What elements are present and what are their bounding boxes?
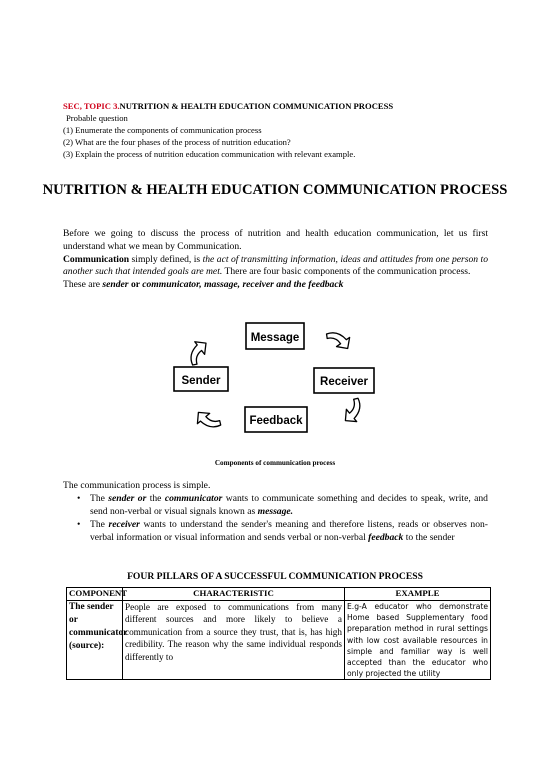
component-or: or xyxy=(128,279,143,291)
definition-lead: simply defined, is xyxy=(129,253,203,265)
section-topic-header xyxy=(63,101,393,111)
process-bullets xyxy=(63,493,488,545)
diagram-caption: Components of communication process xyxy=(214,459,336,467)
intro-sentence: Before we going to discuss the process of nutrition and health education communication, let us first understand what we mean by Communication. xyxy=(63,228,488,252)
probable-question-label: Probable question xyxy=(66,113,128,123)
communication-term: Communication xyxy=(63,253,130,265)
b1-sender: sender or xyxy=(108,492,147,504)
topic-number: SEC, TOPIC 3. xyxy=(63,101,120,111)
cell-component: The sender or communicator (source): xyxy=(67,601,123,680)
process-section xyxy=(63,480,488,546)
b1-message: message. xyxy=(257,505,294,517)
arrow-message-to-receiver-icon xyxy=(325,324,354,355)
b1-communicator: communicator xyxy=(164,492,223,504)
sender-label: Sender xyxy=(181,375,221,387)
page-title: NUTRITION & HEALTH EDUCATION COMMUNICATION PROCESS xyxy=(42,182,508,198)
question-1: (1) Enumerate the components of communication process xyxy=(63,125,262,135)
b2-feedback: feedback xyxy=(368,532,404,544)
receiver-label: Receiver xyxy=(320,376,368,388)
b2-receiver: receiver xyxy=(108,519,140,531)
intro-paragraph xyxy=(63,228,488,292)
communication-process-diagram xyxy=(160,314,390,444)
column-header-example: EXAMPLE xyxy=(345,588,491,601)
arrow-feedback-to-sender-icon xyxy=(192,405,222,436)
b2-text-b: wants to understand the sender's meaning and therefore listens, reads or observes non-verbal information or visual information and sends verbal or non-verbal xyxy=(90,519,488,544)
pillars-title: FOUR PILLARS OF A SUCCESSFUL COMMUNICATION PROCESS xyxy=(127,571,423,582)
arrow-receiver-to-feedback-icon xyxy=(338,397,369,427)
b2-text-c: to the sender xyxy=(403,532,455,544)
pillars-table xyxy=(66,587,491,680)
b1-text-a: The xyxy=(90,492,109,504)
column-header-component: COMPONENT xyxy=(67,588,123,601)
question-3: (3) Explain the process of nutrition education communication with relevant example. xyxy=(63,149,356,159)
arrow-sender-to-message-icon xyxy=(182,337,213,367)
message-label: Message xyxy=(250,332,300,344)
component-sender: sender xyxy=(102,279,129,291)
b1-text-c: wants to communicate something and decides to speak, write, and send non-verbal or visual signals known as xyxy=(90,492,488,517)
bullet-receiver xyxy=(63,519,488,545)
process-lead: The communication process is simple. xyxy=(63,480,211,491)
components-lead: These are xyxy=(63,279,103,291)
topic-title: NUTRITION & HEALTH EDUCATION COMMUNICATION PROCESS xyxy=(119,101,394,111)
table-row xyxy=(67,601,491,680)
table-header-row xyxy=(67,588,491,601)
b1-text-b: the xyxy=(146,492,165,504)
bullet-dot-icon: • xyxy=(77,492,81,504)
communication-definition: the act of transmitting information, ideas and attitudes from one person to another such that intended goals are met. xyxy=(63,253,488,278)
b2-text-a: The xyxy=(90,519,109,531)
bullet-sender xyxy=(63,493,488,519)
cell-characteristic: People are exposed to communications from many different sources and more likely to believe a communication from a source they trust, that is, has high credibility. The reason why the same individual responds differently to xyxy=(123,601,345,680)
question-2: (2) What are the four phases of the process of nutrition education? xyxy=(63,137,291,147)
component-list: communicator, massage, receiver and the feedback xyxy=(142,279,344,291)
bullet-dot-icon: • xyxy=(77,519,81,531)
components-sentence: There are four basic components of the communication process. xyxy=(222,266,471,278)
column-header-characteristic: CHARACTERISTIC xyxy=(123,588,345,601)
feedback-label: Feedback xyxy=(249,415,303,427)
cell-example: E.g-A educator who demonstrate Home based Supplementary food preparation method in rural settings with low cost available resources in simple and familiar way is well accepted than the educator who only projected the utility xyxy=(345,601,491,680)
